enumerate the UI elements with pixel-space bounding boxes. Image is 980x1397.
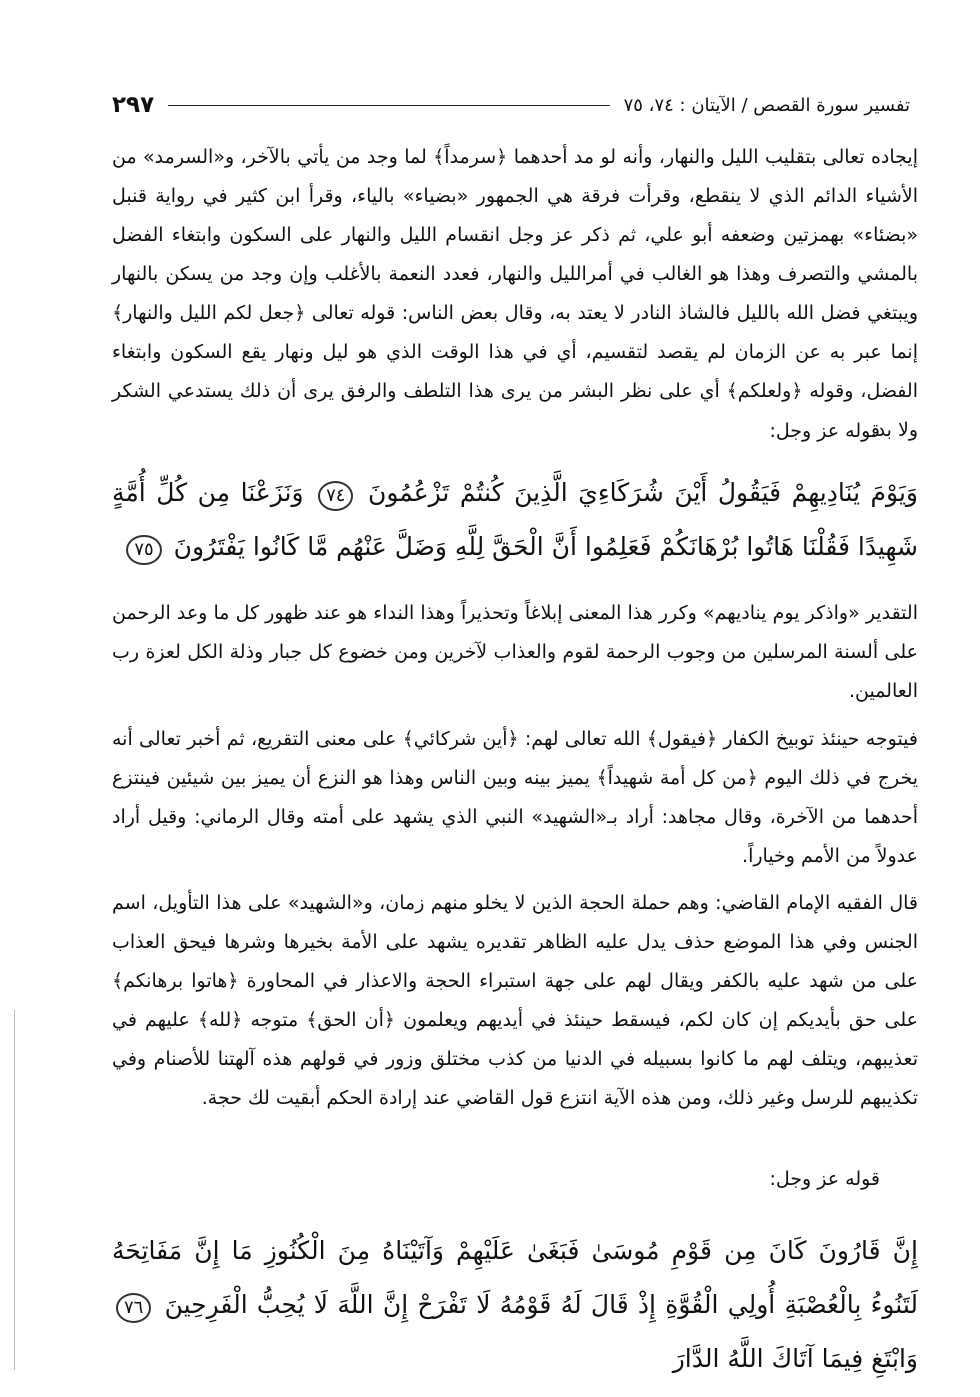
lead-in-2: قوله عز وجل: bbox=[769, 1168, 880, 1190]
quran-verse-block-2 bbox=[112, 1224, 918, 1386]
running-header bbox=[112, 90, 910, 120]
ayah-number-76: ٧٦ bbox=[116, 1293, 151, 1323]
verse-74-text: وَيَوْمَ يُنَادِيهِمْ فَيَقُولُ أَيْنَ شُرَكَاءِيَ الَّذِينَ كُنتُمْ تَزْعُمُونَ bbox=[367, 478, 918, 507]
paragraph-1: إيجاده تعالى بتقليب الليل والنهار، وأنه لو مد أحدهما ﴿سرمداً﴾ لما وجد من يأتي بالآخر، و«السرمد» من الأشياء الدائم الذي لا ينقطع، وقرأت فرقة هي الجمهور «بضياء» بالياء، وقرأ ابن كثير في رواية قنبل «بضئاء» بهمزتين وضعفه أبو علي، ثم ذكر عز وجل انقسام الليل والنهار على السكون وابتغاء الفضل بالمشي والتصرف وهذا هو الغالب في أمرالليل والنهار، فعدد النعمة بالأغلب وإن وجد من يسكن بالنهار ويبتغي فضل الله بالليل فالشاذ النادر لا يعتد به، وقال بعض الناس: قوله تعالى ﴿جعل لكم الليل والنهار﴾ إنما عبر به عن الزمان لم يقصد لتقسيم، أي في هذا الوقت الذي هو ليل ونهار يقع السكون وابتغاء الفضل، وقوله ﴿ولعلكم﴾ أي على نظر البشر من يرى هذا التلطف والرفق يرى أن ذلك يستدعي الشكر ولا بد. bbox=[112, 146, 918, 441]
paragraph-2: التقدير «واذكر يوم يناديهم» وكرر هذا المعنى إبلاغاً وتحذيراً وهذا النداء هو عند ظهور كل ما وعد الرحمن على ألسنة المرسلين من وجوب الرحمة لقوم والعذاب لآخرين ومن خضوع كل جبار وذلة الكل لعزة رب العالمين. bbox=[112, 602, 918, 702]
header-rule bbox=[168, 105, 609, 106]
verse-77-start: وَابْتَغِ فِيمَا آتَاكَ اللَّهُ الدَّارَ bbox=[672, 1344, 918, 1373]
lead-in-1: قوله عز وجل: bbox=[769, 420, 880, 442]
page-number: ٢٩٧ bbox=[112, 92, 155, 118]
paragraph-4: قال الفقيه الإمام القاضي: وهم حملة الحجة الذين لا يخلو منهم زمان، و«الشهيد» على هذا التأويل، اسم الجنس وفي هذا الموضع حذف يدل عليه الظاهر تقديره يشهد على الأمة بخيرها وشرها فيحق العذاب على من شهد عليه بالكفر ويقال لهم على جهة استبراء الحجة والاعذار في المحاورة ﴿هاتوا برهانكم﴾ على حق بأيديكم إن كان لكم، فيسقط حينئذ في أيديهم ويعلمون ﴿أن الحق﴾ متوجه ﴿لله﴾ عليهم في تعذيبهم، ويتلف لهم ما كانوا بسبيله في الدنيا من كذب مختلق وزور في قولهم هذه آلهتنا للأصنام وفي تكذيبهم للرسل وغير ذلك، ومن هذه الآية انتزع قول القاضي عند إرادة الحكم أبقيت لك حجة. bbox=[112, 892, 918, 1109]
ayah-number-74: ٧٤ bbox=[318, 481, 353, 511]
ayah-number-75: ٧٥ bbox=[126, 535, 161, 565]
quran-verse-block-1 bbox=[112, 466, 918, 574]
verse-75-text: وَنَزَعْنَا مِن كُلِّ أُمَّةٍ شَهِيدًا فَقُلْنَا هَاتُوا بُرْهَانَكُمْ فَعَلِمُوا أَنَّ الْحَقَّ لِلَّهِ وَضَلَّ عَنْهُم مَّا كَانُوا يَفْتَرُونَ bbox=[112, 478, 918, 561]
page-edge-line bbox=[14, 1010, 15, 1370]
running-title: تفسير سورة القصص / الآيتان : ٧٤، ٧٥ bbox=[623, 94, 910, 116]
verse-76-text: إِنَّ قَارُونَ كَانَ مِن قَوْمِ مُوسَىٰ فَبَغَىٰ عَلَيْهِمْ وَآتَيْنَاهُ مِنَ الْكُنُوزِ مَا إِنَّ مَفَاتِحَهُ لَتَنُوءُ بِالْعُصْبَةِ أُولِي الْقُوَّةِ إِذْ قَالَ لَهُ قَوْمُهُ لَا تَفْرَحْ إِنَّ اللَّهَ لَا يُحِبُّ الْفَرِحِينَ bbox=[112, 1236, 918, 1319]
paragraph-3: فيتوجه حينئذ توبيخ الكفار ﴿فيقول﴾ الله تعالى لهم: ﴿أين شركائي﴾ على معنى التقريع، ثم أخبر تعالى أنه يخرج في ذلك اليوم ﴿من كل أمة شهيداً﴾ يميز بينه وبين الناس وهذا هو النزع أن يميز بين شيئين فينتزع أحدهما من الآخرة، وقال مجاهد: أراد بـ«الشهيد» النبي الذي يشهد على أمته وقال الرماني: وقيل أراد عدولاً من الأمم وخياراً. bbox=[112, 728, 918, 867]
